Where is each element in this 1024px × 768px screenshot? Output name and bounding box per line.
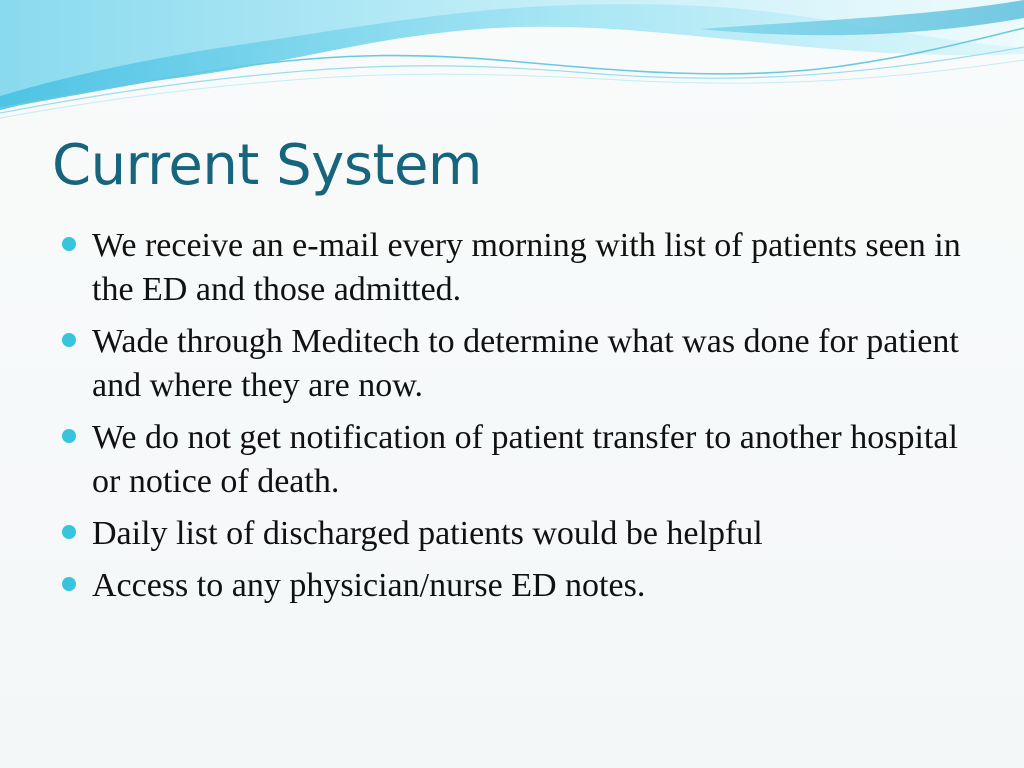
bullet-item-email-list — [62, 224, 962, 312]
bullet-item-discharged-list — [62, 512, 962, 556]
bullet-list — [62, 224, 962, 616]
bullet-icon — [62, 577, 76, 591]
slide-title: Current System — [52, 133, 482, 198]
bullet-icon — [62, 333, 76, 347]
bullet-icon — [62, 525, 76, 539]
bullet-icon — [62, 237, 76, 251]
bullet-text: Daily list of discharged patients would be helpful — [92, 515, 763, 552]
decorative-wave — [0, 0, 1024, 130]
bullet-text: We receive an e-mail every morning with list of patients seen in the ED and those admitted. — [92, 227, 961, 308]
bullet-text: Access to any physician/nurse ED notes. — [92, 567, 646, 604]
bullet-text: We do not get notification of patient transfer to another hospital or notice of death. — [92, 419, 958, 500]
bullet-icon — [62, 429, 76, 443]
bullet-item-meditech — [62, 320, 962, 408]
bullet-item-notification — [62, 416, 962, 504]
bullet-text: Wade through Meditech to determine what was done for patient and where they are now. — [92, 323, 959, 404]
bullet-item-ed-notes — [62, 564, 962, 608]
